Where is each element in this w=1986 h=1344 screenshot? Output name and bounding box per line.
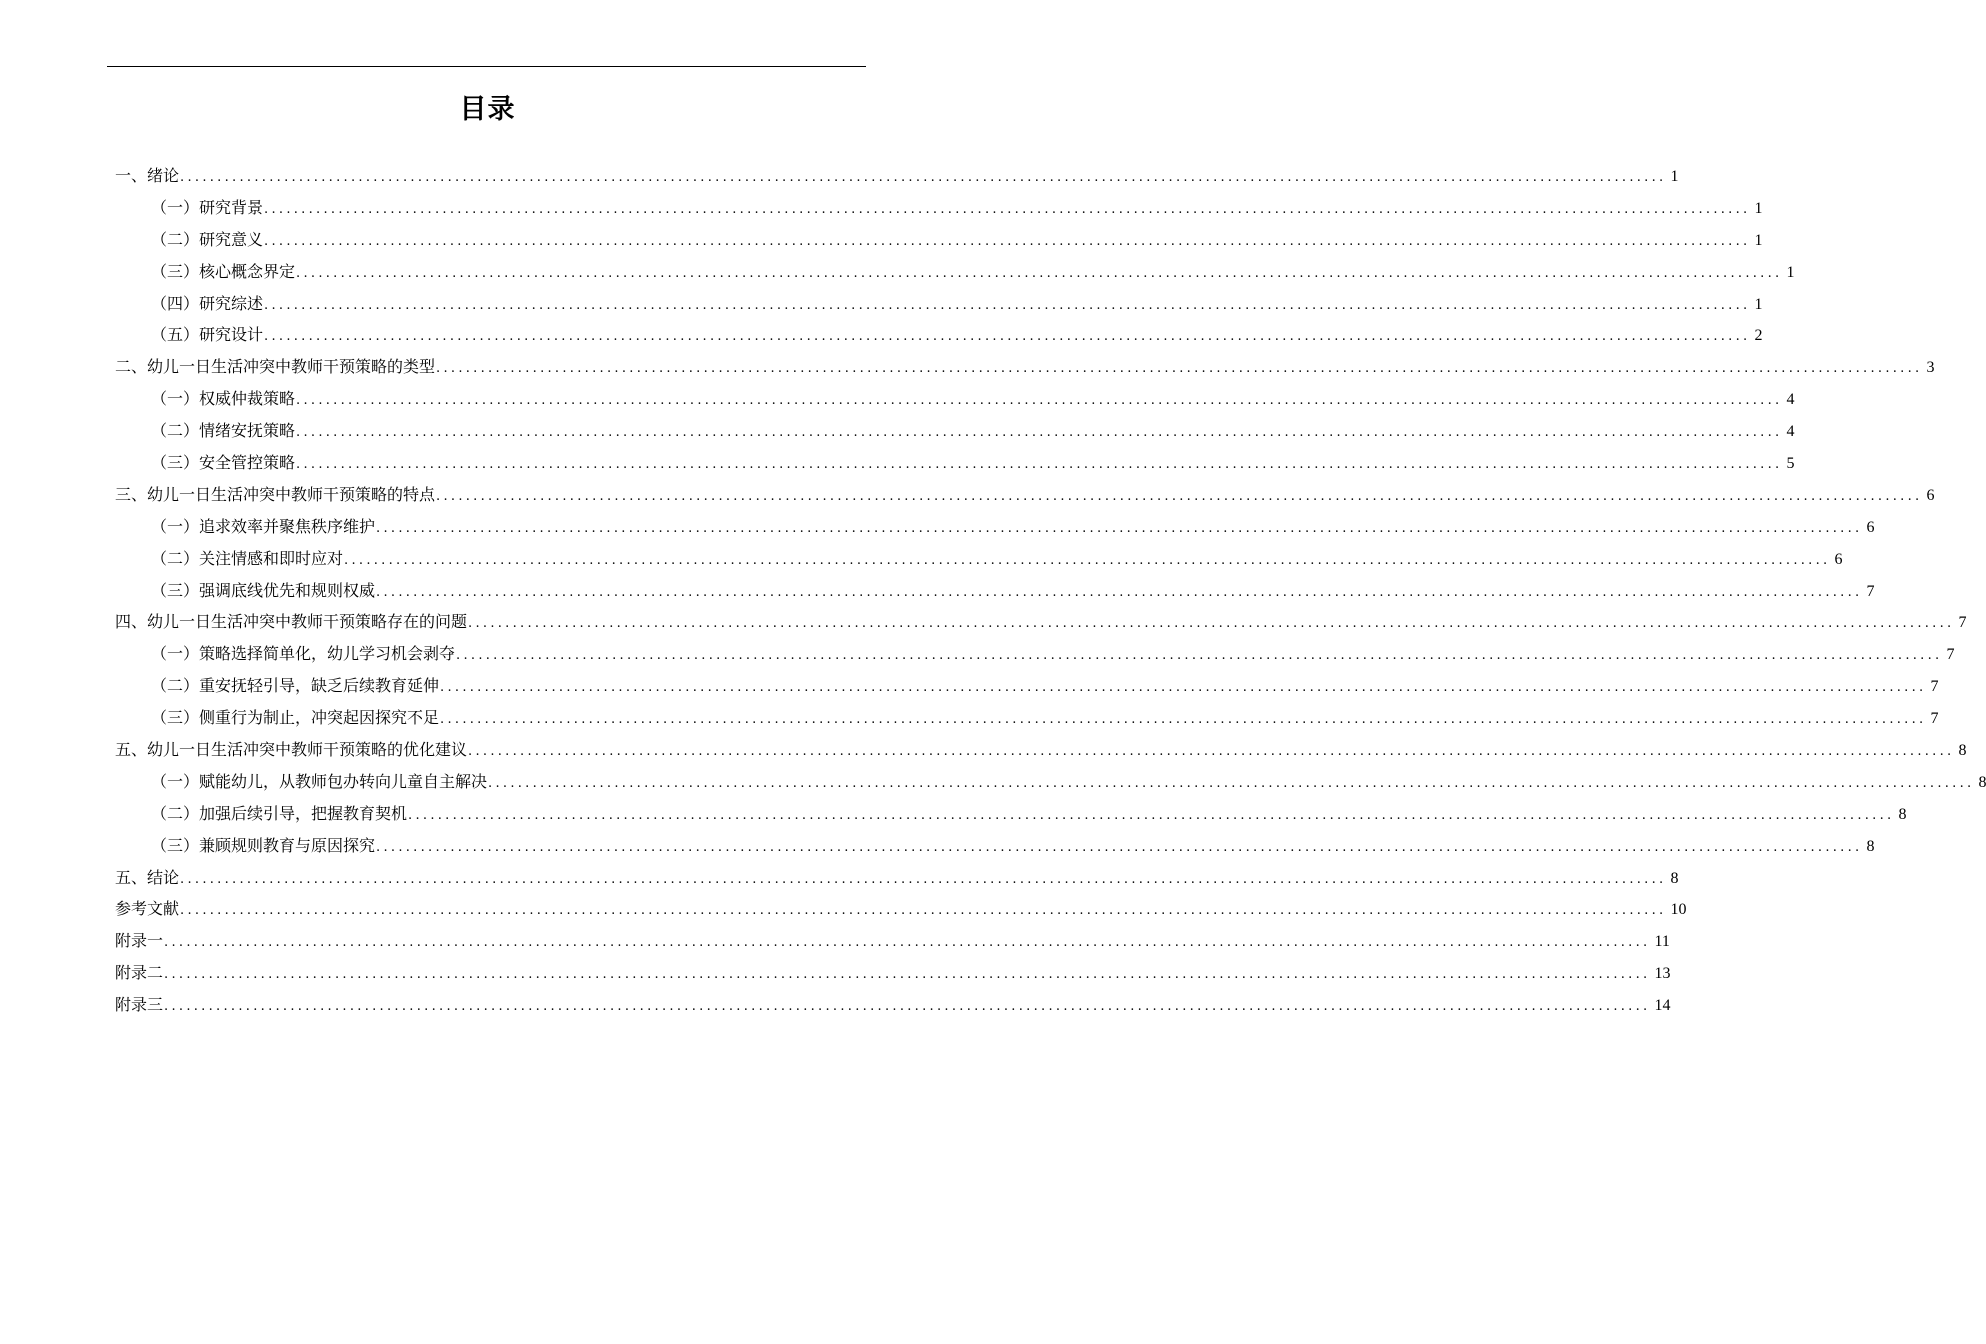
toc-entry[interactable]	[115, 638, 1955, 670]
toc-entry-title: （三）兼顾规则教育与原因探究	[151, 835, 376, 855]
toc-entry[interactable]	[115, 575, 1875, 607]
toc-entry-title: 五、幼儿一日生活冲突中教师干预策略的优化建议	[115, 740, 468, 760]
dot-leader: ........................................................................................................................................................................................................	[180, 871, 1667, 887]
toc-entry[interactable]	[115, 606, 1967, 638]
toc-entry-page-number: 8	[1670, 869, 1679, 887]
toc-entry[interactable]	[115, 925, 1670, 957]
toc-entry-title: （一）研究背景	[151, 197, 264, 217]
toc-entry-page-number: 8	[1866, 837, 1875, 855]
toc-entry[interactable]	[115, 702, 1939, 734]
dot-leader: ........................................................................................................................................................................................................	[436, 488, 1923, 504]
toc-entry-page-number: 1	[1670, 168, 1679, 185]
toc-entry[interactable]	[115, 862, 1679, 894]
toc-entry-title: 附录二	[115, 963, 164, 983]
toc-entry[interactable]	[115, 957, 1671, 989]
dot-leader: ........................................................................................................................................................................................................	[408, 807, 1895, 823]
dot-leader: ........................................................................................................................................................................................................	[296, 425, 1783, 441]
toc-entry[interactable]	[115, 543, 1843, 575]
toc-entry-page-number: 8	[1898, 805, 1907, 823]
toc-entry-title: （三）侧重行为制止，冲突起因探究不足	[151, 708, 440, 728]
dot-leader: ........................................................................................................................................................................................................	[296, 457, 1783, 473]
toc-entry[interactable]	[115, 160, 1679, 192]
toc-entry[interactable]	[115, 447, 1795, 479]
toc-entry[interactable]	[115, 479, 1935, 511]
toc-entry[interactable]	[115, 383, 1795, 415]
dot-leader: ........................................................................................................................................................................................................	[376, 520, 1863, 536]
dot-leader: ........................................................................................................................................................................................................	[468, 616, 1955, 632]
toc-entry-page-number: 8	[1958, 742, 1967, 760]
toc-entry[interactable]	[115, 415, 1795, 447]
toc-entry-page-number: 13	[1654, 965, 1671, 983]
toc-entry[interactable]	[115, 256, 1795, 288]
toc-entry-title: （三）核心概念界定	[151, 261, 296, 281]
dot-leader: ........................................................................................................................................................................................................	[264, 201, 1751, 217]
page-title: 目录	[459, 94, 516, 125]
header-rule	[107, 66, 866, 67]
toc-entry-page-number: 7	[1946, 646, 1955, 664]
toc-entry[interactable]	[115, 192, 1763, 224]
toc-entry-page-number: 7	[1958, 614, 1967, 632]
toc-entry-title: 一、绪论	[115, 166, 180, 185]
dot-leader: ........................................................................................................................................................................................................	[164, 967, 1651, 983]
dot-leader: ........................................................................................................................................................................................................	[164, 935, 1651, 951]
dot-leader: ........................................................................................................................................................................................................	[344, 552, 1831, 568]
toc-entry-title: （一）赋能幼儿，从教师包办转向儿童自主解决	[151, 771, 488, 791]
toc-entry-page-number: 8	[1978, 773, 1986, 791]
toc-entry[interactable]	[115, 734, 1967, 766]
dot-leader: ........................................................................................................................................................................................................	[440, 712, 1927, 728]
toc-entry-page-number: 11	[1654, 933, 1670, 951]
toc-entry-title: （二）情绪安抚策略	[151, 421, 296, 441]
toc-entry-title: 三、幼儿一日生活冲突中教师干预策略的特点	[115, 484, 436, 504]
dot-leader: ........................................................................................................................................................................................................	[180, 170, 1667, 185]
toc-entry-page-number: 4	[1786, 391, 1795, 409]
toc-entry-title: （二）加强后续引导，把握教育契机	[151, 803, 408, 823]
dot-leader: ........................................................................................................................................................................................................	[468, 744, 1955, 760]
toc-entry[interactable]	[115, 798, 1907, 830]
toc-entry-title: 二、幼儿一日生活冲突中教师干预策略的类型	[115, 357, 436, 377]
toc-entry-page-number: 6	[1866, 518, 1875, 536]
toc-entry-page-number: 2	[1754, 327, 1763, 345]
toc-entry[interactable]	[115, 989, 1671, 1021]
toc-entry-page-number: 7	[1930, 710, 1939, 728]
dot-leader: ........................................................................................................................................................................................................	[376, 839, 1863, 855]
toc-entry-page-number: 1	[1754, 231, 1763, 249]
toc-entry-page-number: 6	[1926, 486, 1935, 504]
dot-leader: ........................................................................................................................................................................................................	[264, 329, 1751, 345]
toc-entry[interactable]	[115, 288, 1763, 320]
dot-leader: ........................................................................................................................................................................................................	[456, 648, 1943, 664]
dot-leader: ........................................................................................................................................................................................................	[296, 265, 1783, 281]
toc-entry-page-number: 4	[1786, 423, 1795, 441]
toc-entry-title: （五）研究设计	[151, 325, 264, 345]
dot-leader: ........................................................................................................................................................................................................	[264, 297, 1751, 313]
toc-entry[interactable]	[115, 766, 1986, 798]
toc-entry[interactable]	[115, 351, 1935, 383]
toc-entry-page-number: 7	[1866, 582, 1875, 600]
toc-entry-page-number: 5	[1786, 455, 1795, 473]
toc-entry[interactable]	[115, 511, 1875, 543]
dot-leader: ........................................................................................................................................................................................................	[440, 680, 1927, 696]
toc-entry-page-number: 1	[1754, 295, 1763, 313]
dot-leader: ........................................................................................................................................................................................................	[264, 233, 1751, 249]
toc-entry-title: （一）追求效率并聚焦秩序维护	[151, 516, 376, 536]
toc-entry-title: （三）强调底线优先和规则权威	[151, 580, 376, 600]
dot-leader: ........................................................................................................................................................................................................	[296, 393, 1783, 409]
toc-entry-title: （一）权威仲裁策略	[151, 389, 296, 409]
toc-entry-title: （一）策略选择简单化，幼儿学习机会剥夺	[151, 644, 456, 664]
toc-entry[interactable]	[115, 670, 1939, 702]
toc-entry-title: 附录三	[115, 995, 164, 1015]
toc-entry-title: （三）安全管控策略	[151, 453, 296, 473]
toc-entry[interactable]	[115, 224, 1763, 256]
dot-leader: ........................................................................................................................................................................................................	[376, 584, 1863, 600]
toc-entry-title: （四）研究综述	[151, 293, 264, 313]
toc-entry-page-number: 10	[1670, 901, 1687, 919]
toc-entry-title: 附录一	[115, 931, 164, 951]
dot-leader: ........................................................................................................................................................................................................	[164, 999, 1651, 1015]
toc-entry-page-number: 6	[1834, 550, 1843, 568]
dot-leader: ........................................................................................................................................................................................................	[436, 361, 1923, 377]
toc-entry-title: （二）重安抚轻引导，缺乏后续教育延伸	[151, 676, 440, 696]
dot-leader: ........................................................................................................................................................................................................	[180, 903, 1667, 919]
toc-entry-title: （二）关注情感和即时应对	[151, 548, 344, 568]
toc-entry-page-number: 3	[1926, 359, 1935, 377]
toc-entry[interactable]	[115, 830, 1875, 862]
toc-entry-page-number: 1	[1754, 199, 1763, 217]
toc-entry-page-number: 7	[1930, 678, 1939, 696]
toc-entry-title: 四、幼儿一日生活冲突中教师干预策略存在的问题	[115, 612, 468, 632]
toc-entry-title: 五、结论	[115, 867, 180, 887]
toc-entry-title: （二）研究意义	[151, 229, 264, 249]
toc-entry-page-number: 1	[1786, 263, 1795, 281]
toc-entry[interactable]	[115, 319, 1763, 351]
table-of-contents	[115, 160, 1986, 1021]
dot-leader: ........................................................................................................................................................................................................	[488, 775, 1975, 791]
toc-entry-page-number: 14	[1654, 997, 1671, 1015]
toc-entry-title: 参考文献	[115, 899, 180, 919]
toc-entry[interactable]	[115, 893, 1687, 925]
